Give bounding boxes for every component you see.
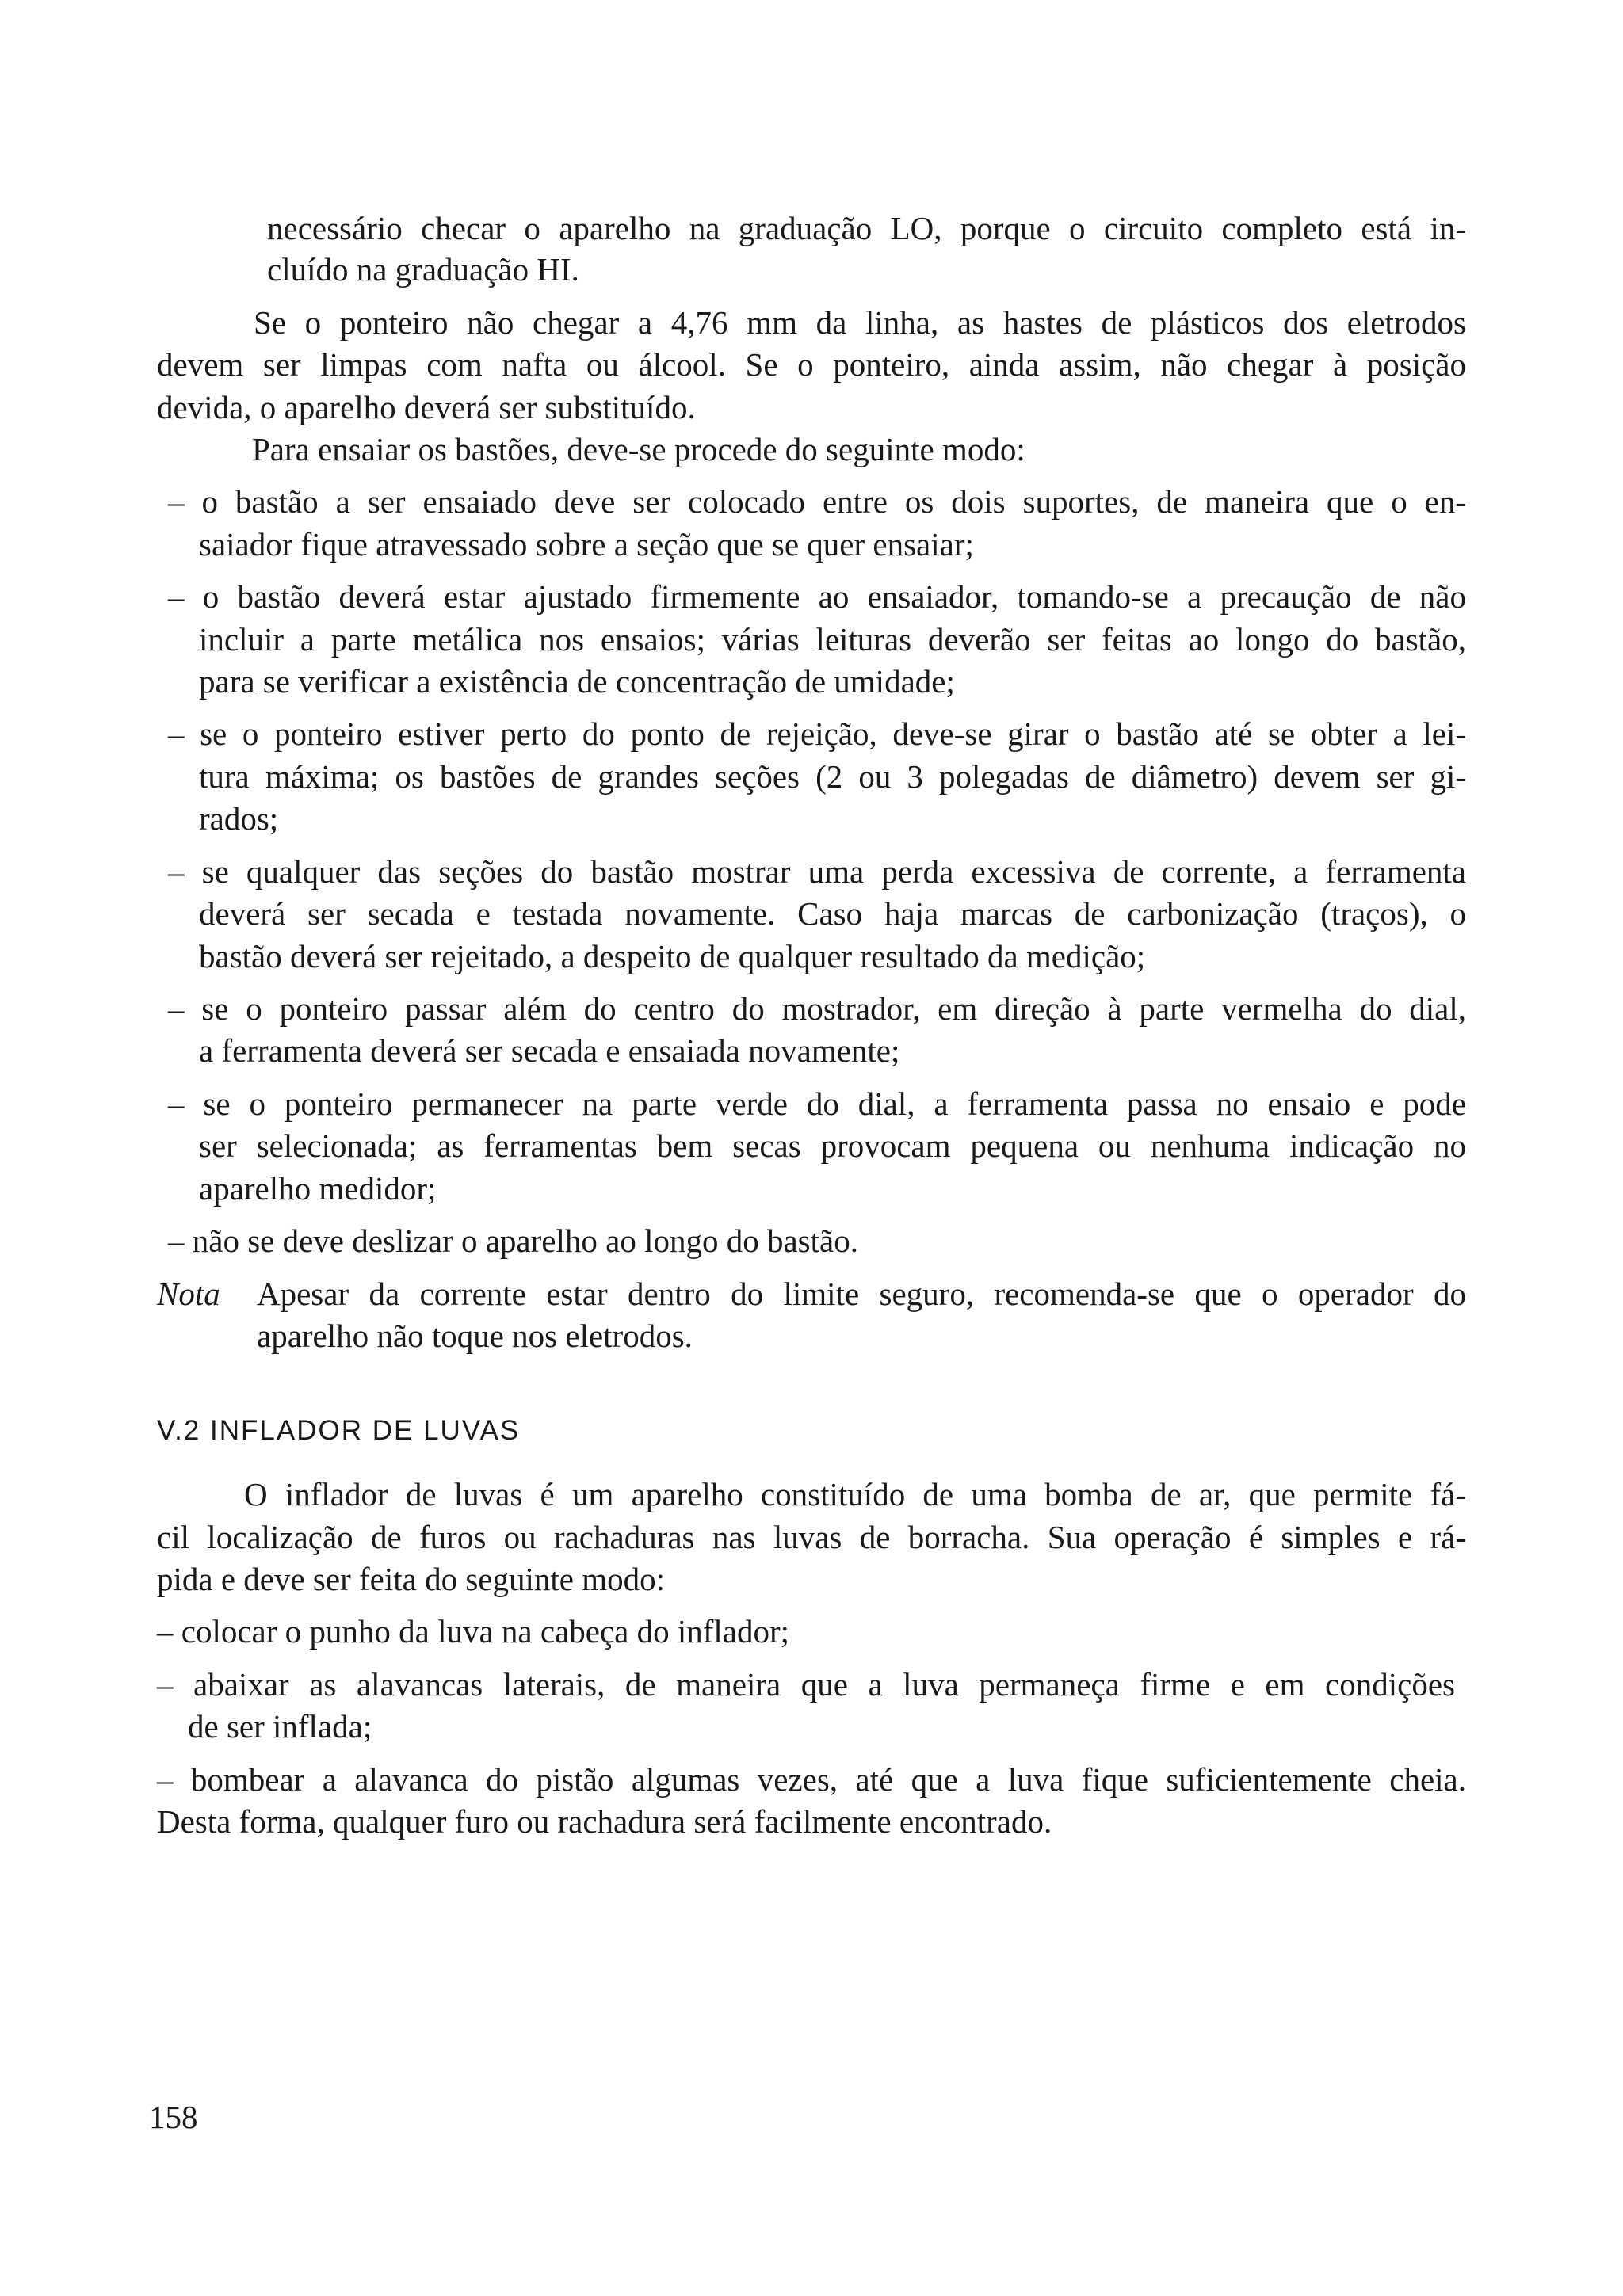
text-line: aparelho medidor;: [199, 1170, 437, 1207]
text-line-content: – se o ponteiro passar além do centro do mostrador, em direção à parte vermelha do dial,: [168, 990, 1466, 1027]
text-line-content: – abaixar as alavancas laterais, de maneira que a luva permaneça firme e em condições: [157, 1666, 1455, 1703]
page-number: 158: [149, 2099, 198, 2135]
text-line-content: Se o ponteiro não chegar a 4,76 mm da linha, as hastes de plásticos dos eletrodos: [254, 304, 1466, 341]
text-line: [199, 1127, 1466, 1164]
text-line: [157, 346, 1466, 383]
text-line: [157, 1521, 1466, 1554]
text-line-content: O inflador de luvas é um aparelho constituído de uma bomba de ar, que permite fá-: [244, 1476, 1466, 1512]
text-line-content: cil localização de furos ou rachaduras nas luvas de borracha. Sua operação é simples e rá-: [157, 1519, 1466, 1555]
list-item-line: [168, 715, 1466, 752]
text-line-content: deverá ser secada e testada novamente. Caso haja marcas de carbonização (traços), o: [199, 895, 1466, 932]
text-line-content: tura máxima; os bastões de grandes seções (2 ou 3 polegadas de diâmetro) devem ser gi-: [199, 758, 1466, 795]
text-line-content: – se qualquer das seções do bastão mostrar uma perda excessiva de corrente, a ferramenta: [168, 853, 1466, 890]
text-line-content: incluir a parte metálica nos ensaios; várias leituras deverão ser feitas ao longo do bastão,: [199, 621, 1466, 658]
note-line: [157, 1278, 220, 1310]
note-text: Apesar da corrente estar dentro do limite seguro, recomenda-se que o operador do: [257, 1276, 1466, 1312]
list-item-line: [168, 483, 1466, 520]
text-line: bastão deverá ser rejeitado, a despeito de qualquer resultado da medição;: [199, 938, 1146, 974]
text-line: [199, 895, 1466, 932]
text-line-content: – o bastão deverá estar ajustado firmemente ao ensaiador, tomando-se a precaução de não: [168, 578, 1466, 615]
text-line: pida e deve ser feita do seguinte modo:: [157, 1561, 665, 1597]
text-line-content: necessário checar o aparelho na graduação LO, porque o circuito completo está in-: [267, 210, 1466, 246]
list-item-line: – colocar o punho da luva na cabeça do inflador;: [157, 1613, 790, 1650]
section-heading: V.2 INFLADOR DE LUVAS: [157, 1415, 521, 1446]
text-line: cluído na graduação HI.: [267, 251, 579, 288]
text-line: devida, o aparelho deverá ser substituído.: [157, 389, 696, 425]
text-line: Desta forma, qualquer furo ou rachadura será facilmente encontrado.: [157, 1803, 1052, 1840]
list-item-line: [157, 1666, 1455, 1703]
text-line: [254, 304, 1466, 341]
text-line-content: – bombear a alavanca do pistão algumas vezes, até que a luva fique suficientemente cheia.: [157, 1761, 1466, 1798]
list-item-line: [157, 1761, 1466, 1798]
list-item-line: [168, 853, 1466, 890]
text-line: para se verificar a existência de concentração de umidade;: [199, 663, 955, 700]
text-line: [199, 621, 1466, 658]
list-item-line: [168, 1085, 1466, 1122]
note-label: Nota: [157, 1276, 220, 1312]
text-line: [267, 212, 1466, 245]
text-line: saiador fique atravessado sobre a seção que se quer ensaiar;: [199, 526, 974, 563]
text-line-content: ser selecionada; as ferramentas bem secas provocam pequena ou nenhuma indicação no: [199, 1127, 1466, 1164]
text-line: [244, 1478, 1466, 1511]
list-item-line: [168, 578, 1466, 615]
text-line-content: – o bastão a ser ensaiado deve ser colocado entre os dois suportes, de maneira que o en-: [168, 483, 1466, 520]
list-item-line: [168, 990, 1466, 1027]
text-line: Para ensaiar os bastões, deve-se procede do seguinte modo:: [252, 431, 1025, 467]
note-line: aparelho não toque nos eletrodos.: [257, 1318, 693, 1354]
text-line-content: devem ser limpas com nafta ou álcool. Se o ponteiro, ainda assim, não chegar à posição: [157, 346, 1466, 383]
text-line-content: – se o ponteiro permanecer na parte verde do dial, a ferramenta passa no ensaio e pode: [168, 1085, 1466, 1122]
note-line: [257, 1278, 1466, 1310]
text-line: [199, 758, 1466, 795]
text-line: rados;: [199, 800, 279, 837]
text-line: a ferramenta deverá ser secada e ensaiada novamente;: [199, 1032, 900, 1069]
list-item-line: – não se deve deslizar o aparelho ao longo do bastão.: [168, 1222, 858, 1259]
text-line-content: – se o ponteiro estiver perto do ponto de rejeição, deve-se girar o bastão até se obter a lei-: [168, 715, 1466, 752]
text-line: de ser inflada;: [188, 1708, 372, 1745]
